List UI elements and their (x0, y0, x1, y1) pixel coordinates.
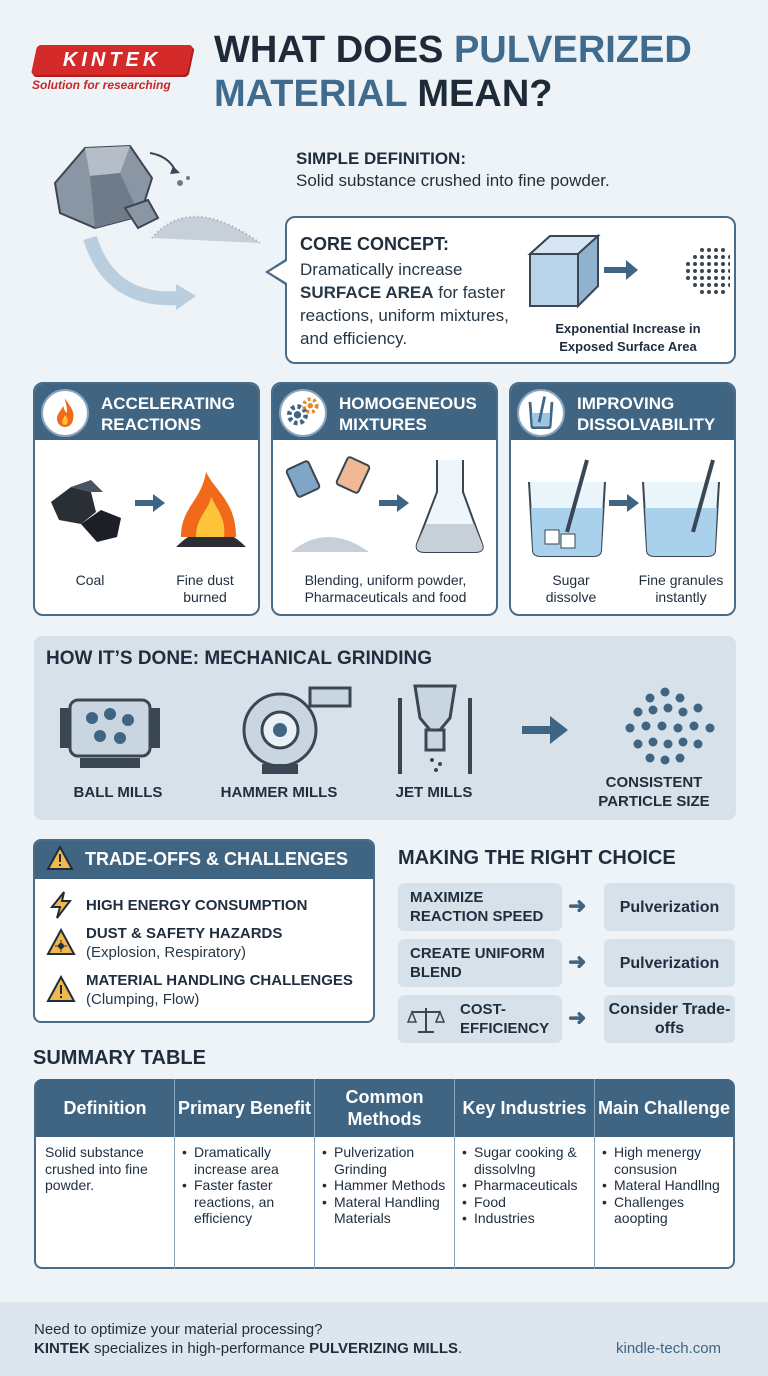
tradeoff-handling-detail: (Clumping, Flow) (86, 991, 200, 1008)
table-cell-challenge: • High menergy consusion • Materal Handllng • Challenges aoopting (602, 1144, 728, 1227)
tradeoff-dust: DUST & SAFETY HAZARDS (86, 925, 283, 942)
beaker-icon (517, 389, 565, 437)
definition-title: SIMPLE DEFINITION: (296, 149, 466, 168)
choice-goal-label: MAXIMIZE REACTION SPEED (410, 889, 544, 925)
table-header: Primary Benefit (175, 1079, 314, 1137)
caption-blending: Blending, uniform powder, Pharmaceuticals and food (304, 572, 467, 605)
core-concept-title: CORE CONCEPT: (300, 234, 450, 254)
footer (0, 1302, 768, 1376)
choice-result: Pulverization (604, 939, 735, 987)
blending-illustration (279, 452, 491, 562)
arrow-right-icon: ➜ (568, 949, 587, 974)
warning-icon (46, 845, 74, 871)
gears-icon (279, 389, 327, 437)
grinding-title: HOW IT’S DONE: MECHANICAL GRINDING (46, 648, 432, 669)
table-cell-benefit: • Dramatically increase area • Faster faster reactions, an efficiency (182, 1144, 310, 1227)
surface-area-illustration (520, 226, 730, 316)
caption-fine-granules: Fine granules instantly (638, 572, 724, 605)
caption-fine-dust: Fine dust burned (176, 572, 234, 605)
card-improving-dissolvability (509, 382, 736, 616)
choice-goal-label: CREATE UNIFORM BLEND (410, 945, 545, 981)
table-header: Definition (36, 1079, 174, 1137)
choice-result: Pulverization (604, 883, 735, 931)
explosion-warning-icon (46, 928, 76, 956)
surface-area-caption: Exponential Increase in Exposed Surface Area (555, 321, 701, 354)
table-cell-industries: • Sugar cooking & dissolvlng • Pharmaceuticals • Food • Industries (462, 1144, 592, 1227)
table-cell-definition: Solid substance crushed into fine powder. (45, 1144, 148, 1193)
label-hammer-mills: HAMMER MILLS (220, 784, 338, 801)
tradeoff-handling: MATERIAL HANDLING CHALLENGES (86, 972, 353, 989)
kintek-logo (31, 45, 193, 75)
card-accelerating-reactions (33, 382, 260, 616)
definition-text: Solid substance crushed into fine powder. (296, 171, 610, 190)
footer-pitch: KINTEK specializes in high-performance PULVERIZING MILLS. (34, 1340, 463, 1357)
summary-title: SUMMARY TABLE (33, 1047, 206, 1069)
jet-mill-icon (400, 686, 470, 774)
table-cell-methods: • Pulverization Grinding • Hammer Methods • Materal Handling Materials (322, 1144, 450, 1227)
logo-tagline: Solution for researching (32, 78, 171, 92)
hammer-mill-icon (244, 688, 350, 774)
arrow-right-icon: ➜ (568, 893, 587, 918)
tradeoffs-title: TRADE-OFFS & CHALLENGES (85, 849, 348, 869)
label-consistent-size: CONSISTENT PARTICLE SIZE (598, 774, 710, 810)
footer-website-link[interactable]: kindle-tech.com (616, 1340, 722, 1357)
table-header: Key Industries (455, 1079, 594, 1137)
table-header: Common Methods (315, 1079, 454, 1137)
choice-goal-label: COST-EFFICIENCY (460, 1001, 550, 1037)
tradeoff-energy: HIGH ENERGY CONSUMPTION (86, 897, 308, 914)
warning-icon (46, 975, 76, 1003)
scale-icon (406, 1004, 446, 1036)
choice-title: MAKING THE RIGHT CHOICE (398, 847, 676, 869)
mills-illustration (50, 678, 730, 778)
choice-result: Consider Trade-offs (604, 995, 735, 1043)
particles-icon (626, 688, 715, 765)
logo-text: KINTEK (62, 48, 162, 71)
rock-to-powder-illustration (40, 138, 270, 328)
flame-icon (41, 389, 89, 437)
lightning-icon (48, 890, 74, 920)
coal-to-fire-illustration (41, 452, 253, 562)
card-title: ACCELERATING REACTIONS (101, 394, 235, 434)
core-concept-text: Dramatically increase SURFACE AREA for faster reactions, uniform mixtures, and efficiency. (300, 260, 509, 348)
caption-coal: Coal (75, 572, 105, 588)
card-title: IMPROVING DISSOLVABILITY (577, 394, 716, 434)
card-title: HOMOGENEOUS MIXTURES (339, 394, 477, 434)
label-jet-mills: JET MILLS (395, 784, 473, 801)
caption-sugar: Sugar dissolve (545, 572, 597, 605)
arrow-right-icon: ➜ (568, 1005, 587, 1030)
footer-question: Need to optimize your material processing? (34, 1321, 323, 1338)
tradeoff-dust-detail: (Explosion, Respiratory) (86, 944, 247, 961)
label-ball-mills: BALL MILLS (73, 784, 163, 801)
card-homogeneous-mixtures (271, 382, 498, 616)
table-header: Main Challenge (595, 1079, 733, 1137)
ball-mill-icon (60, 700, 160, 768)
dissolving-illustration (517, 452, 729, 562)
page-title: WHAT DOES PULVERIZED MATERIAL MEAN? (214, 29, 692, 115)
